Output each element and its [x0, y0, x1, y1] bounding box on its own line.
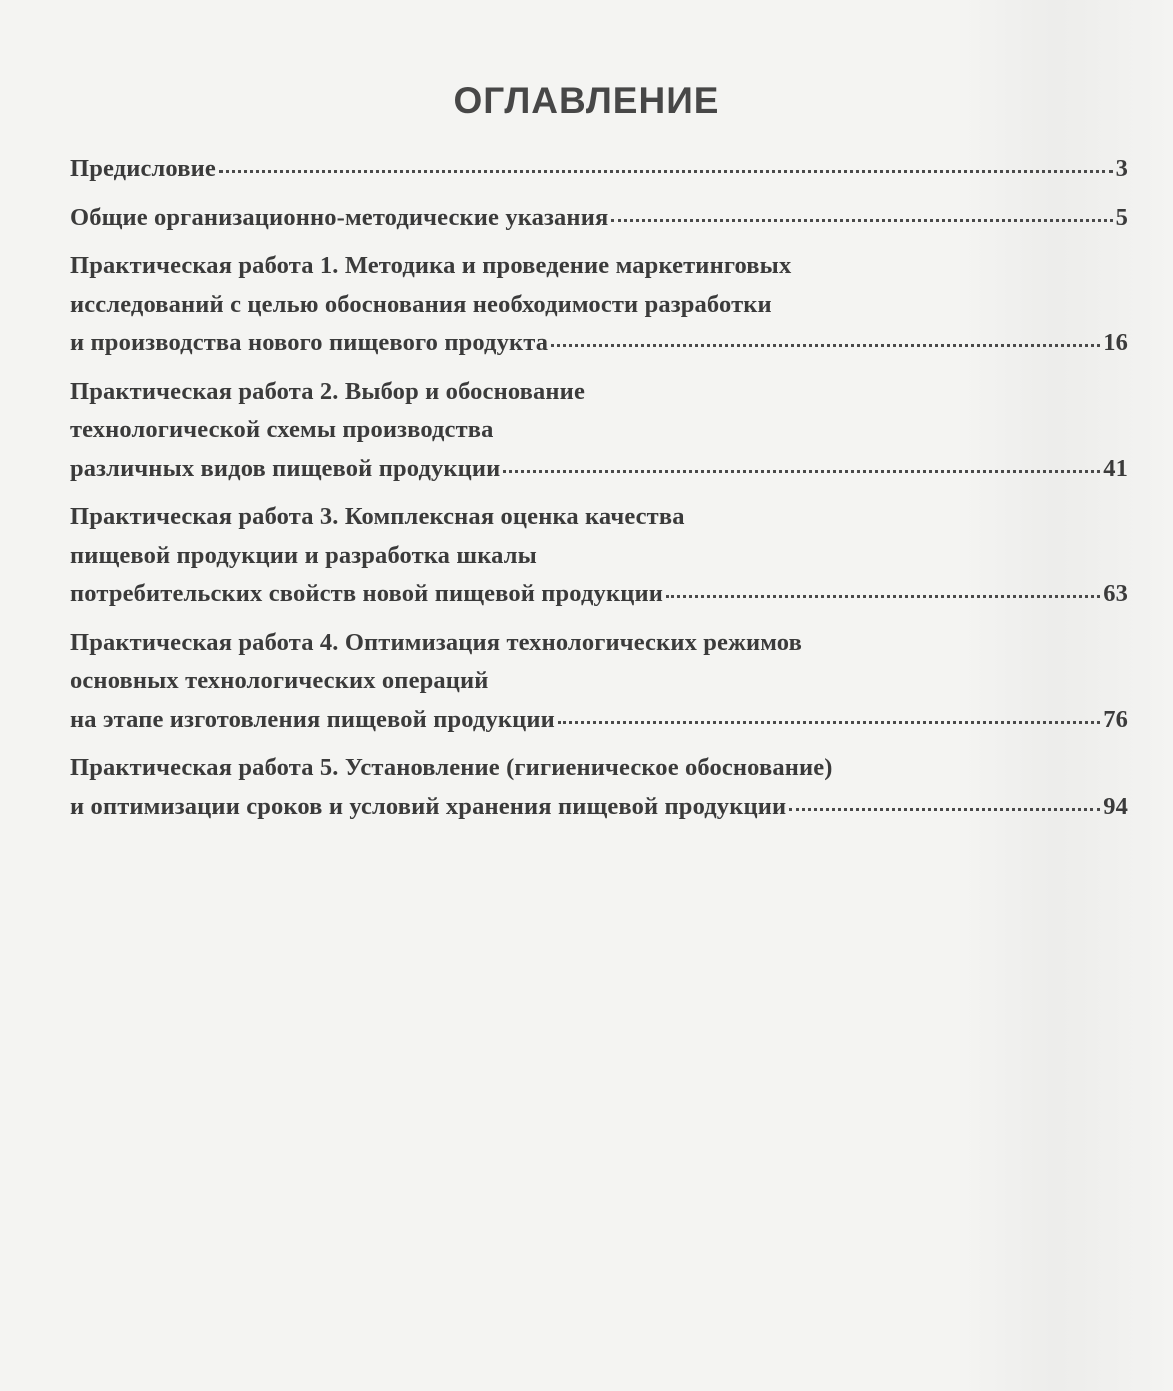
toc-page-number: 94: [1103, 792, 1128, 820]
toc-entry-title-line: Практическая работа 2. Выбор и обоснование: [70, 377, 585, 405]
toc-entry-title-line: потребительских свойств новой пищевой продукции: [70, 580, 664, 607]
toc-entry-last-line: [70, 788, 1128, 827]
toc-entry-title-line: Практическая работа 4. Оптимизация технологических режимов: [70, 628, 802, 656]
dot-leader: [219, 170, 1113, 173]
page-title: ОГЛАВЛЕНИЕ: [453, 80, 720, 121]
table-of-contents: [70, 150, 1128, 836]
dot-leader: [789, 808, 1100, 811]
toc-page-number: 63: [1103, 580, 1128, 607]
toc-entry-last-line: [70, 450, 1128, 489]
dot-leader: [666, 595, 1100, 598]
toc-entry-last-line: [70, 150, 1128, 189]
toc-page-number: 3: [1115, 155, 1128, 182]
toc-entry-last-line: [70, 701, 1128, 740]
toc-entry-title-line: Практическая работа 5. Установление (гигиеническое обоснование): [70, 754, 833, 781]
dot-leader: [611, 219, 1112, 222]
toc-entry-title-line: исследований с целью обоснования необходимости разработки: [70, 290, 772, 318]
toc-entry-practical-work-5[interactable]: [70, 749, 1128, 826]
toc-entry-title-line: Практическая работа 1. Методика и проведение маркетинговых: [70, 252, 792, 279]
toc-entry-practical-work-1[interactable]: [70, 247, 1128, 363]
toc-entry-title-line: на этапе изготовления пищевой продукции: [70, 705, 555, 733]
toc-entry-practical-work-3[interactable]: [70, 498, 1128, 614]
toc-entry-practical-work-4[interactable]: [70, 624, 1128, 740]
dot-leader: [503, 470, 1100, 473]
toc-entry-title-line: технологической схемы производства: [70, 416, 494, 443]
toc-page-number: 41: [1103, 454, 1128, 482]
toc-entry-last-line: [70, 575, 1128, 614]
toc-entry-title: Общие организационно-методические указания: [70, 203, 609, 231]
toc-entry-last-line: [70, 324, 1128, 363]
toc-entry-title-line: Практическая работа 3. Комплексная оценка качества: [70, 503, 685, 530]
toc-entry-preface[interactable]: [70, 150, 1128, 189]
toc-entry-title-line: пищевой продукции и разработка шкалы: [70, 541, 537, 569]
toc-entry-title-line: и производства нового пищевого продукта: [70, 329, 549, 356]
dot-leader: [551, 344, 1100, 347]
toc-page-number: 76: [1103, 705, 1128, 733]
toc-page-number: 5: [1115, 203, 1128, 231]
toc-entry-title-line: основных технологических операций: [70, 667, 489, 694]
toc-entry-title-line: различных видов пищевой продукции: [70, 454, 501, 482]
toc-entry-general-guidelines[interactable]: [70, 199, 1128, 238]
dot-leader: [558, 721, 1100, 724]
toc-entry-title: Предисловие: [70, 155, 216, 182]
toc-entry-title-line: и оптимизации сроков и условий хранения пищевой продукции: [70, 792, 787, 820]
toc-entry-practical-work-2[interactable]: [70, 373, 1128, 489]
toc-entry-last-line: [70, 199, 1128, 238]
toc-page-number: 16: [1103, 329, 1128, 356]
